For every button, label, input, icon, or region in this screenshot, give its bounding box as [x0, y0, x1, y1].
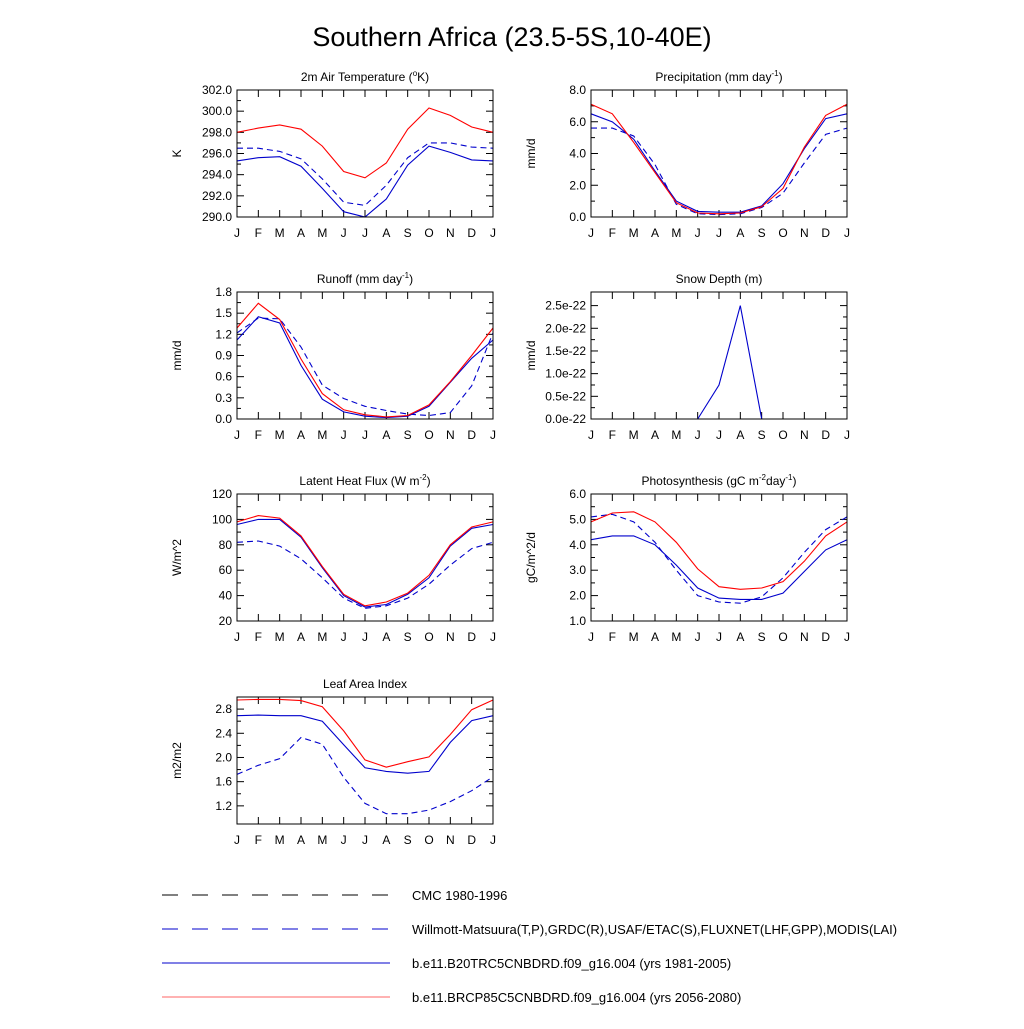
x-tick-label: F: [608, 428, 617, 442]
x-tick-label: J: [694, 630, 701, 644]
series-line-2: [237, 519, 493, 607]
x-tick-label: M: [628, 630, 639, 644]
x-tick-label: J: [362, 428, 368, 442]
y-tick-label: 2.0: [569, 588, 586, 603]
x-tick-label: D: [821, 428, 831, 442]
x-tick-label: F: [254, 428, 263, 442]
y-axis-label: gC/m^2/d: [524, 532, 538, 583]
x-tick-label: J: [362, 630, 368, 644]
y-tick-label: 80: [218, 537, 232, 552]
series-line-1: [237, 738, 493, 814]
x-tick-label: D: [467, 226, 477, 240]
x-tick-label: O: [424, 833, 434, 847]
y-tick-label: 1.5e-22: [545, 343, 586, 358]
x-tick-label: O: [424, 226, 434, 240]
x-tick-label: A: [736, 428, 745, 442]
x-tick-label: J: [694, 428, 701, 442]
x-tick-label: O: [424, 428, 434, 442]
x-tick-label: S: [403, 428, 412, 442]
x-tick-label: A: [296, 833, 306, 847]
x-tick-label: M: [274, 428, 285, 442]
plot-frame: [591, 90, 847, 217]
x-tick-label: O: [778, 428, 788, 442]
series-line-1: [237, 541, 493, 608]
series-line-1: [237, 143, 493, 206]
y-tick-label: 2.0: [215, 750, 232, 765]
panels: [170, 69, 850, 847]
panel-3: [170, 271, 496, 442]
legend-label: CMC 1980-1996: [412, 888, 508, 903]
y-axis-label: m2/m2: [170, 742, 184, 779]
y-tick-label: 2.0: [569, 178, 586, 193]
series-line-3: [237, 516, 493, 606]
x-tick-label: J: [490, 833, 496, 847]
x-tick-label: S: [757, 428, 766, 442]
panel-title: Leaf Area Index: [322, 677, 408, 691]
y-tick-label: 302.0: [201, 83, 232, 97]
panel-5: [170, 473, 496, 644]
y-tick-label: 100: [211, 512, 232, 527]
x-tick-label: A: [650, 226, 660, 240]
panel-title: Runoff (mm day$^{-1}$): [316, 271, 414, 286]
x-tick-label: J: [716, 226, 722, 240]
x-tick-label: M: [317, 428, 328, 442]
x-tick-label: J: [362, 226, 368, 240]
x-tick-label: A: [650, 630, 660, 644]
x-tick-label: A: [650, 428, 660, 442]
x-tick-label: D: [467, 833, 477, 847]
y-tick-label: 298.0: [201, 125, 232, 140]
y-tick-label: 8.0: [569, 83, 586, 97]
x-tick-label: J: [844, 226, 850, 240]
panel-title: 2m Air Temperature ($^o$K): [300, 69, 430, 84]
x-tick-label: S: [757, 630, 766, 644]
x-tick-label: N: [445, 833, 455, 847]
x-tick-label: N: [445, 226, 455, 240]
legend: [162, 888, 897, 1005]
x-tick-label: J: [340, 428, 347, 442]
x-tick-label: S: [403, 833, 412, 847]
series-line-3: [237, 699, 493, 767]
panel-title: Snow Depth (m): [675, 272, 763, 286]
y-tick-label: 20: [218, 614, 232, 628]
series-line-1: [591, 514, 847, 603]
x-tick-label: J: [490, 428, 496, 442]
x-tick-label: M: [671, 226, 682, 240]
y-tick-label: 1.8: [215, 285, 232, 299]
x-tick-label: N: [799, 226, 809, 240]
y-tick-label: 1.0: [569, 614, 586, 628]
y-tick-label: 290.0: [201, 210, 232, 224]
panel-title: Latent Heat Flux (W $m^{-2}$): [299, 473, 431, 488]
x-tick-label: M: [274, 630, 285, 644]
y-axis-label: mm/d: [524, 340, 538, 371]
panel-title: Photosynthesis (gC $m^{-2}day^{-1}$): [641, 473, 797, 488]
x-tick-label: M: [274, 833, 285, 847]
panel-title: Precipitation (mm day$^{-1}$): [655, 69, 783, 84]
x-tick-label: M: [628, 428, 639, 442]
x-tick-label: J: [340, 833, 347, 847]
x-tick-label: F: [608, 630, 617, 644]
legend-label: b.e11.BRCP85C5CNBDRD.f09_g16.004 (yrs 2056-2080): [412, 990, 742, 1005]
x-tick-label: J: [340, 630, 347, 644]
legend-label: Willmott-Matsuura(T,P),GRDC(R),USAF/ETAC(S),FLUXNET(LHF,GPP),MODIS(LAI): [412, 922, 898, 937]
figure-title: Southern Africa (23.5-5S,10-40E): [312, 22, 712, 52]
panel-1: [170, 69, 496, 240]
y-tick-label: 60: [218, 563, 232, 578]
x-tick-label: M: [317, 226, 328, 240]
x-tick-label: D: [821, 226, 831, 240]
y-tick-label: 0.6: [215, 369, 232, 384]
x-tick-label: O: [424, 630, 434, 644]
y-tick-label: 2.4: [215, 726, 232, 741]
y-tick-label: 4.0: [569, 537, 586, 552]
panel-7: [170, 677, 496, 847]
x-tick-label: J: [234, 630, 240, 644]
x-tick-label: M: [671, 630, 682, 644]
x-tick-label: D: [467, 630, 477, 644]
x-tick-label: J: [694, 226, 701, 240]
series-line-2: [591, 114, 847, 212]
x-tick-label: J: [234, 833, 240, 847]
y-tick-label: 0.0: [569, 210, 586, 224]
panel-6: [524, 473, 850, 644]
series-line-2: [237, 715, 493, 773]
x-tick-label: F: [254, 630, 263, 644]
y-tick-label: 6.0: [569, 487, 586, 501]
y-tick-label: 3.0: [569, 563, 586, 578]
x-tick-label: F: [254, 226, 263, 240]
x-tick-label: N: [445, 630, 455, 644]
x-tick-label: A: [736, 630, 745, 644]
x-tick-label: S: [757, 226, 766, 240]
series-line-3: [237, 108, 493, 178]
x-tick-label: J: [588, 630, 594, 644]
x-tick-label: A: [382, 428, 391, 442]
series-line-3: [591, 306, 847, 419]
plot-frame: [591, 292, 847, 419]
y-tick-label: 292.0: [201, 188, 232, 203]
series-line-2: [237, 317, 493, 418]
x-tick-label: J: [234, 226, 240, 240]
x-tick-label: J: [588, 226, 594, 240]
x-tick-label: J: [844, 428, 850, 442]
series-line-2: [591, 536, 847, 600]
series-line-3: [591, 104, 847, 214]
x-tick-label: N: [799, 630, 809, 644]
y-tick-label: 40: [218, 588, 232, 603]
y-tick-label: 5.0: [569, 512, 586, 527]
panel-2: [524, 69, 850, 240]
x-tick-label: S: [403, 226, 412, 240]
y-tick-label: 1.2: [215, 798, 232, 813]
y-axis-label: W/m^2: [170, 539, 184, 576]
x-tick-label: J: [844, 630, 850, 644]
x-tick-label: F: [254, 833, 263, 847]
x-tick-label: J: [588, 428, 594, 442]
x-tick-label: S: [403, 630, 412, 644]
y-tick-label: 2.8: [215, 702, 232, 717]
y-tick-label: 1.2: [215, 327, 232, 342]
series-line-1: [237, 318, 493, 415]
y-tick-label: 0.5e-22: [545, 389, 586, 404]
y-tick-label: 0.0e-22: [545, 412, 586, 426]
x-tick-label: J: [362, 833, 368, 847]
x-tick-label: M: [671, 428, 682, 442]
series-line-3: [237, 303, 493, 417]
y-tick-label: 300.0: [201, 104, 232, 119]
y-tick-label: 6.0: [569, 114, 586, 129]
y-tick-label: 0.3: [215, 390, 232, 405]
x-tick-label: A: [296, 630, 306, 644]
series-line-2: [237, 146, 493, 217]
y-axis-label: mm/d: [170, 340, 184, 371]
x-tick-label: M: [317, 833, 328, 847]
x-tick-label: A: [382, 833, 391, 847]
y-axis-label: K: [170, 149, 184, 158]
y-tick-label: 1.6: [215, 774, 232, 789]
x-tick-label: J: [490, 630, 496, 644]
series-line-3: [591, 512, 847, 590]
y-tick-label: 0.0: [215, 412, 232, 426]
y-tick-label: 120: [211, 487, 232, 501]
y-tick-label: 1.5: [215, 306, 232, 321]
legend-label: b.e11.B20TRC5CNBDRD.f09_g16.004 (yrs 1981-2005): [412, 956, 732, 971]
panel-4: [524, 272, 850, 442]
x-tick-label: N: [799, 428, 809, 442]
x-tick-label: N: [445, 428, 455, 442]
x-tick-label: O: [778, 630, 788, 644]
x-tick-label: D: [467, 428, 477, 442]
x-tick-label: A: [736, 226, 745, 240]
x-tick-label: F: [608, 226, 617, 240]
y-tick-label: 2.5e-22: [545, 298, 586, 313]
x-tick-label: A: [382, 630, 391, 644]
y-tick-label: 4.0: [569, 146, 586, 161]
y-tick-label: 2.0e-22: [545, 321, 586, 336]
x-tick-label: A: [296, 226, 306, 240]
x-tick-label: J: [490, 226, 496, 240]
plot-frame: [237, 292, 493, 419]
y-axis-label: mm/d: [524, 138, 538, 169]
x-tick-label: A: [382, 226, 391, 240]
x-tick-label: J: [234, 428, 240, 442]
y-tick-label: 294.0: [201, 167, 232, 182]
y-tick-label: 1.0e-22: [545, 366, 586, 381]
y-tick-label: 0.9: [215, 348, 232, 363]
x-tick-label: M: [628, 226, 639, 240]
x-tick-label: J: [716, 630, 722, 644]
x-tick-label: J: [340, 226, 347, 240]
x-tick-label: M: [317, 630, 328, 644]
x-tick-label: J: [716, 428, 722, 442]
x-tick-label: A: [296, 428, 306, 442]
x-tick-label: O: [778, 226, 788, 240]
x-tick-label: D: [821, 630, 831, 644]
x-tick-label: M: [274, 226, 285, 240]
plot-frame: [237, 494, 493, 621]
y-tick-label: 296.0: [201, 146, 232, 161]
